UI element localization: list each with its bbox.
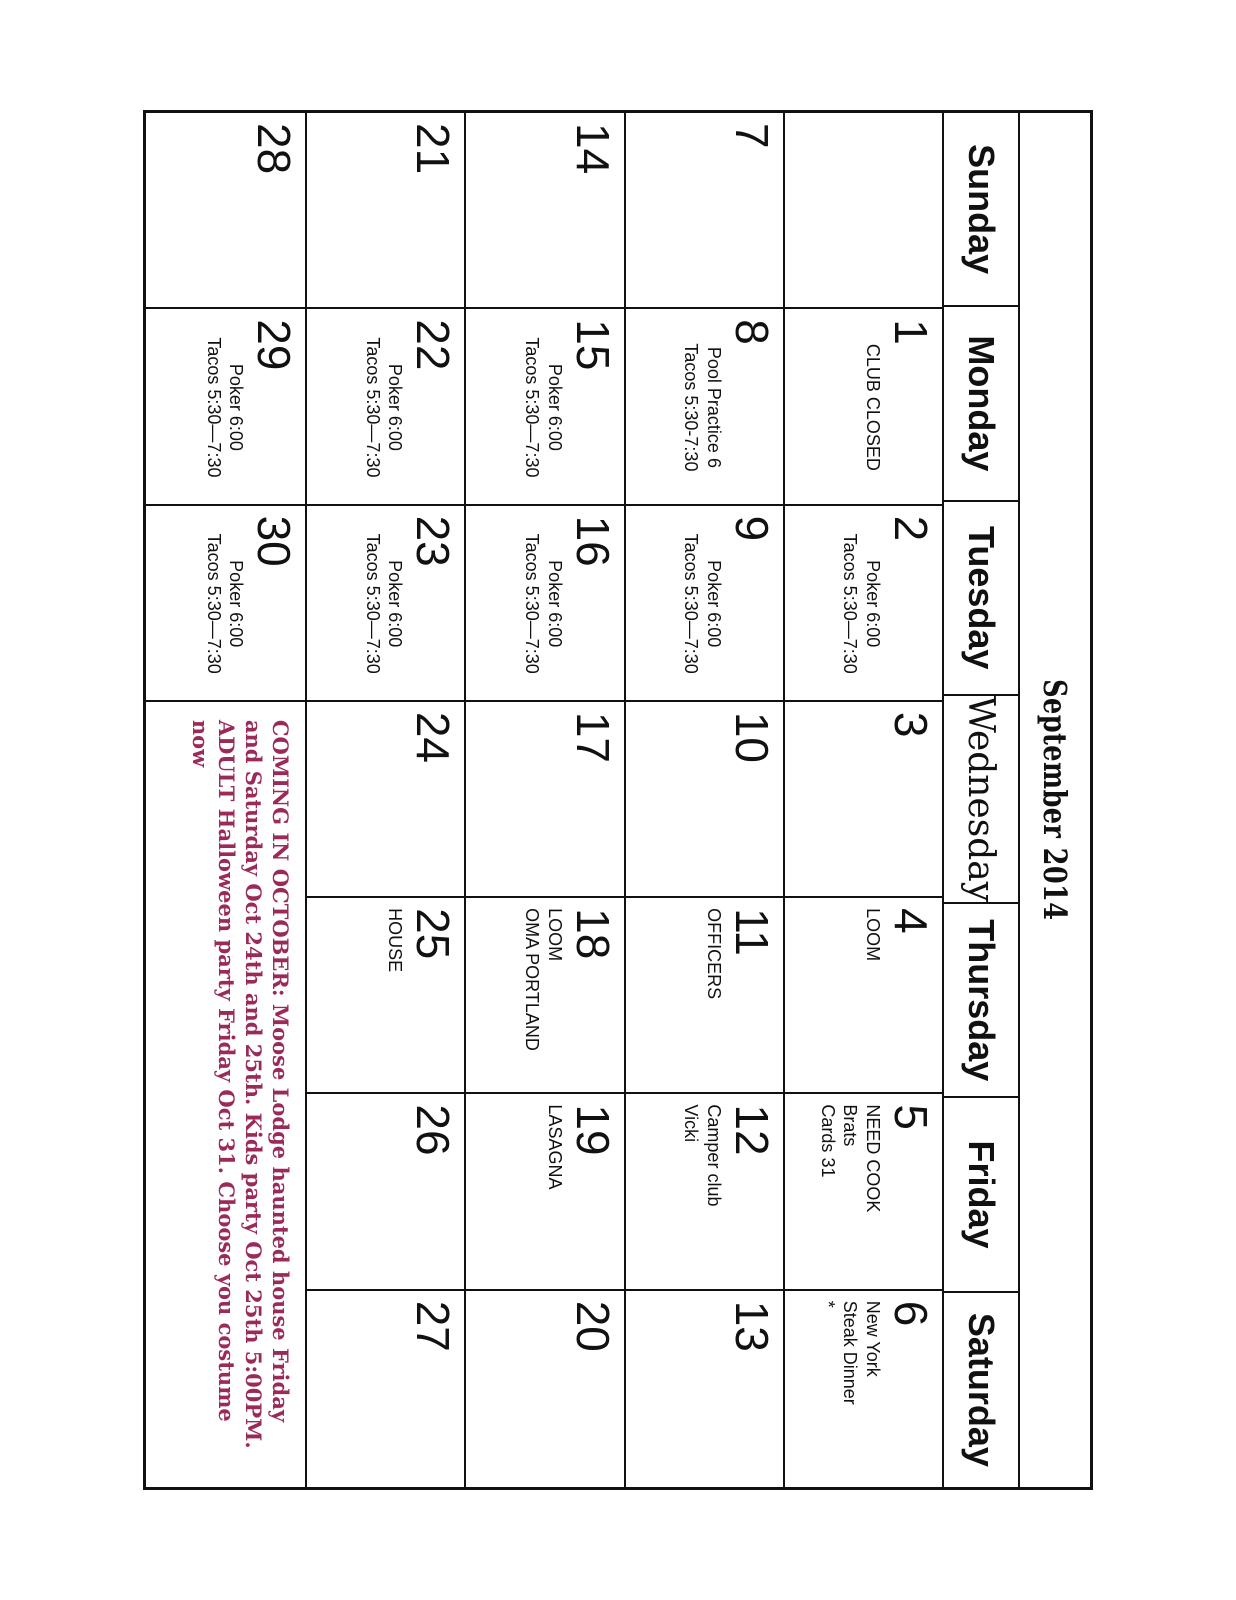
day-number: 22 xyxy=(407,319,460,371)
day-number: 26 xyxy=(407,1104,460,1156)
day-cell-20 xyxy=(464,1291,623,1487)
weekday-tuesday: Tuesday xyxy=(944,502,1018,696)
day-cell-27 xyxy=(305,1291,464,1487)
day-number: 12 xyxy=(725,1104,778,1156)
day-number: 4 xyxy=(885,908,937,934)
event-text: Tacos 5:30—7:30 xyxy=(522,533,543,674)
event-list xyxy=(521,908,566,1084)
day-number: 21 xyxy=(407,123,460,175)
event-text: Tacos 5:30—7:30 xyxy=(203,337,224,478)
day-number: 30 xyxy=(248,515,301,567)
event-list xyxy=(543,1104,566,1280)
day-cell-11 xyxy=(624,898,783,1094)
event-text: Tacos 5:30—7:30 xyxy=(362,533,383,674)
event-list xyxy=(680,516,725,692)
day-number: 8 xyxy=(725,319,778,345)
day-cell-8 xyxy=(624,309,783,505)
day-cell-9 xyxy=(624,506,783,702)
day-cell-12 xyxy=(624,1094,783,1290)
day-number: 5 xyxy=(885,1104,937,1131)
day-number: 17 xyxy=(566,711,619,764)
weekday-saturday: Saturday xyxy=(961,1312,1002,1467)
day-number: 24 xyxy=(407,711,460,764)
weekday-monday: Monday xyxy=(944,307,1018,501)
day-cell-4 xyxy=(783,898,942,1094)
event-text: CLUB CLOSED xyxy=(863,343,883,471)
day-number: 9 xyxy=(725,515,778,542)
day-cell-22 xyxy=(305,309,464,505)
day-cell-5 xyxy=(783,1094,942,1290)
day-cell-19 xyxy=(464,1094,623,1290)
day-number: 27 xyxy=(407,1300,460,1352)
event-text: Pool Practice 6 xyxy=(703,346,724,468)
event-list xyxy=(862,319,885,495)
event-text: Steak Dinner xyxy=(840,1300,861,1405)
event-text: Tacos 5:30—7:30 xyxy=(203,533,224,674)
day-number: 11 xyxy=(725,908,778,956)
event-text: Camper club xyxy=(703,1104,724,1207)
event-list xyxy=(680,1104,725,1280)
day-cell-18 xyxy=(464,898,623,1094)
day-cell-7 xyxy=(624,113,783,309)
event-text: OMA PORTLAND xyxy=(522,908,543,1051)
event-text: LOOM xyxy=(863,908,883,962)
calendar xyxy=(143,110,1093,1490)
event-text: Cards 31 xyxy=(818,1104,838,1178)
day-number: 25 xyxy=(407,908,460,960)
day-number: 10 xyxy=(725,711,778,764)
event-list xyxy=(521,516,566,692)
event-text: Brats xyxy=(840,1104,861,1147)
calendar-header xyxy=(1018,113,1090,1487)
day-number: 2 xyxy=(885,515,937,542)
event-list xyxy=(839,516,884,692)
month-title: September 2014 xyxy=(1036,679,1074,921)
event-text: LASAGNA xyxy=(544,1104,565,1190)
day-cell-10 xyxy=(624,702,783,898)
event-text: Poker 6:00 xyxy=(703,560,724,648)
day-cell-21 xyxy=(305,113,464,309)
event-text: OFFICERS xyxy=(703,908,724,1000)
day-cell-28 xyxy=(146,113,305,309)
event-list xyxy=(817,1301,885,1479)
day-cell-6 xyxy=(783,1291,942,1487)
day-number: 7 xyxy=(725,123,778,149)
day-cell-30 xyxy=(146,506,305,702)
event-text: Tacos 5:30—7:30 xyxy=(681,533,702,674)
event-list xyxy=(817,1104,885,1280)
event-list xyxy=(361,516,406,692)
event-text: * xyxy=(818,1300,838,1308)
weekday-thursday: Thursday xyxy=(944,904,1018,1098)
day-cell-17 xyxy=(464,702,623,898)
day-cell-26 xyxy=(305,1094,464,1290)
day-cell-empty xyxy=(783,113,942,309)
event-list xyxy=(702,908,725,1084)
event-text: Tacos 5:30-7:30 xyxy=(681,343,702,472)
event-text: Tacos 5:30—7:30 xyxy=(362,337,383,478)
event-text: Tacos 5:30—7:30 xyxy=(840,533,861,674)
event-text: Poker 6:00 xyxy=(385,560,406,648)
event-list xyxy=(680,319,725,495)
weekday-friday: Friday xyxy=(944,1098,1018,1292)
event-list xyxy=(521,319,566,495)
day-number: 29 xyxy=(248,319,301,371)
event-list xyxy=(202,516,247,692)
event-text: Poker 6:00 xyxy=(226,560,247,648)
event-text: Poker 6:00 xyxy=(226,363,247,451)
day-cell-25 xyxy=(305,898,464,1094)
event-text: HOUSE xyxy=(385,908,406,973)
event-text: Tacos 5:30—7:30 xyxy=(522,337,543,478)
day-cell-3 xyxy=(783,702,942,898)
day-cell-13 xyxy=(624,1291,783,1487)
weekday-header-row xyxy=(942,113,1018,1487)
day-cell-24 xyxy=(305,702,464,898)
event-text: New York xyxy=(863,1300,883,1377)
day-cell-29 xyxy=(146,309,305,505)
weekday-wednesday: Wednesday xyxy=(944,696,1018,904)
event-list xyxy=(202,319,247,495)
day-cell-23 xyxy=(305,506,464,702)
event-text: Vicki xyxy=(681,1104,702,1143)
day-number: 6 xyxy=(885,1300,937,1327)
event-list xyxy=(384,908,407,1084)
day-number: 19 xyxy=(566,1104,619,1156)
day-cell-2 xyxy=(783,506,942,702)
weekday-sunday: Sunday xyxy=(944,113,1018,307)
day-cell-15 xyxy=(464,309,623,505)
event-list xyxy=(862,908,885,1084)
event-text: Poker 6:00 xyxy=(863,560,883,648)
day-number: 13 xyxy=(725,1300,778,1352)
event-text: Poker 6:00 xyxy=(385,363,406,451)
event-text: LOOM xyxy=(544,908,565,962)
day-number: 16 xyxy=(566,515,619,567)
october-notice: COMING IN OCTOBER: Moose Lodge haunted house Friday and Saturday Oct 24th and 25th. Kids party Oct 25th 5:00PM. ADULT Halloween party Friday Oct 31. Choose you costume now xyxy=(187,719,294,1449)
day-cell-14 xyxy=(464,113,623,309)
calendar-grid xyxy=(146,113,942,1487)
event-text: NEED COOK xyxy=(863,1104,883,1213)
day-number: 18 xyxy=(566,908,619,960)
day-number: 20 xyxy=(566,1300,619,1352)
day-number: 23 xyxy=(407,515,460,567)
event-text: Poker 6:00 xyxy=(544,560,565,648)
day-number: 15 xyxy=(566,319,619,371)
event-list xyxy=(361,319,406,495)
day-number: 3 xyxy=(885,711,937,738)
day-number: 14 xyxy=(566,123,619,175)
day-cell-1 xyxy=(783,309,942,505)
day-cell-16 xyxy=(464,506,623,702)
day-number: 1 xyxy=(885,319,937,345)
day-number: 28 xyxy=(248,123,301,175)
event-text: Poker 6:00 xyxy=(544,363,565,451)
